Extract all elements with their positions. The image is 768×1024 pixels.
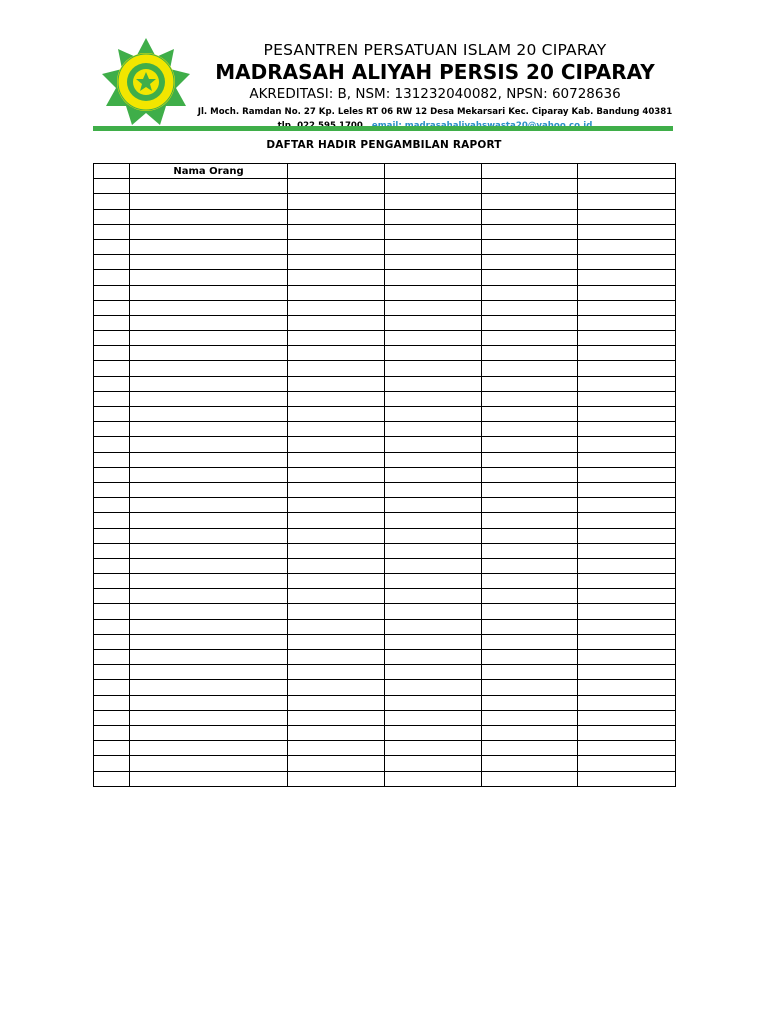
- table-cell: [94, 498, 130, 513]
- table-cell: [288, 543, 385, 558]
- table-cell: [578, 346, 676, 361]
- table-row: [94, 285, 676, 300]
- table-cell: [288, 361, 385, 376]
- table-row: [94, 452, 676, 467]
- table-cell: [288, 589, 385, 604]
- table-cell: [482, 331, 578, 346]
- table-row: [94, 604, 676, 619]
- table-cell: [94, 209, 130, 224]
- table-cell: [94, 482, 130, 497]
- table-cell: [288, 467, 385, 482]
- table-cell: [288, 391, 385, 406]
- table-cell: [288, 255, 385, 270]
- table-row: [94, 255, 676, 270]
- table-cell: [385, 680, 482, 695]
- table-cell: [385, 741, 482, 756]
- table-cell: [130, 179, 288, 194]
- table-cell: [130, 528, 288, 543]
- table-cell: [130, 665, 288, 680]
- table-row: [94, 300, 676, 315]
- table-cell: [385, 756, 482, 771]
- table-row: [94, 574, 676, 589]
- accreditation-info: AKREDITASI: B, NSM: 131232040082, NPSN: 60728636: [249, 86, 621, 102]
- table-cell: [130, 239, 288, 254]
- table-row: [94, 179, 676, 194]
- table-cell: [288, 437, 385, 452]
- table-cell: [94, 771, 130, 786]
- table-cell: [578, 741, 676, 756]
- table-cell: [385, 604, 482, 619]
- table-cell: [94, 179, 130, 194]
- table-cell: [94, 528, 130, 543]
- table-cell: [385, 452, 482, 467]
- table-cell: [385, 695, 482, 710]
- table-cell: [288, 771, 385, 786]
- table-cell: [385, 634, 482, 649]
- table-cell: [130, 270, 288, 285]
- table-cell: [94, 407, 130, 422]
- table-cell: [578, 513, 676, 528]
- table-cell: [482, 270, 578, 285]
- table-cell: [288, 452, 385, 467]
- table-cell: [385, 498, 482, 513]
- table-cell: [482, 528, 578, 543]
- table-cell: [94, 467, 130, 482]
- header-cell: [482, 164, 578, 179]
- table-cell: [94, 680, 130, 695]
- table-cell: [385, 270, 482, 285]
- table-cell: [482, 255, 578, 270]
- table-cell: [385, 255, 482, 270]
- table-cell: [94, 437, 130, 452]
- table-cell: [130, 574, 288, 589]
- table-cell: [130, 604, 288, 619]
- table-cell: [482, 239, 578, 254]
- table-cell: [385, 437, 482, 452]
- table-cell: [578, 422, 676, 437]
- table-cell: [482, 558, 578, 573]
- table-cell: [130, 422, 288, 437]
- table-cell: [130, 467, 288, 482]
- table-cell: [385, 574, 482, 589]
- table-row: [94, 558, 676, 573]
- table-cell: [288, 725, 385, 740]
- table-cell: [385, 589, 482, 604]
- table-cell: [130, 771, 288, 786]
- table-cell: [94, 513, 130, 528]
- table-cell: [385, 467, 482, 482]
- table-cell: [288, 270, 385, 285]
- table-row: [94, 589, 676, 604]
- table-row: [94, 498, 676, 513]
- table-cell: [130, 224, 288, 239]
- table-cell: [130, 741, 288, 756]
- table-cell: [288, 665, 385, 680]
- table-cell: [578, 574, 676, 589]
- table-cell: [385, 665, 482, 680]
- table-row: [94, 361, 676, 376]
- table-row: [94, 695, 676, 710]
- table-cell: [288, 680, 385, 695]
- table-cell: [130, 361, 288, 376]
- table-row: [94, 725, 676, 740]
- table-cell: [94, 194, 130, 209]
- header-cell-name: Nama Orang: [130, 164, 288, 179]
- table-row: [94, 619, 676, 634]
- table-cell: [130, 300, 288, 315]
- table-cell: [385, 331, 482, 346]
- table-cell: [130, 558, 288, 573]
- table-cell: [94, 285, 130, 300]
- table-cell: [130, 756, 288, 771]
- table-cell: [385, 710, 482, 725]
- table-row: [94, 543, 676, 558]
- table-cell: [482, 634, 578, 649]
- table-cell: [482, 665, 578, 680]
- table-cell: [578, 194, 676, 209]
- table-cell: [578, 209, 676, 224]
- table-cell: [385, 482, 482, 497]
- header-cell: [288, 164, 385, 179]
- table-cell: [385, 619, 482, 634]
- table-cell: [130, 331, 288, 346]
- table-cell: [578, 467, 676, 482]
- table-cell: [578, 179, 676, 194]
- table-cell: [130, 482, 288, 497]
- table-row: [94, 467, 676, 482]
- table-cell: [288, 194, 385, 209]
- table-cell: [288, 710, 385, 725]
- table-cell: [385, 771, 482, 786]
- table-cell: [482, 452, 578, 467]
- table-cell: [130, 407, 288, 422]
- table-cell: [94, 756, 130, 771]
- school-logo-icon: [98, 38, 194, 126]
- table-cell: [578, 498, 676, 513]
- table-cell: [130, 255, 288, 270]
- table-cell: [130, 725, 288, 740]
- table-cell: [288, 619, 385, 634]
- table-cell: [94, 346, 130, 361]
- table-cell: [94, 634, 130, 649]
- table-cell: [578, 391, 676, 406]
- table-cell: [288, 604, 385, 619]
- table-cell: [578, 528, 676, 543]
- table-cell: [385, 407, 482, 422]
- table-cell: [385, 315, 482, 330]
- table-cell: [482, 300, 578, 315]
- table-cell: [288, 209, 385, 224]
- table-cell: [385, 361, 482, 376]
- table-cell: [288, 224, 385, 239]
- table-cell: [94, 665, 130, 680]
- table-cell: [130, 437, 288, 452]
- table-cell: [288, 650, 385, 665]
- table-cell: [385, 285, 482, 300]
- table-cell: [482, 482, 578, 497]
- table-cell: [482, 710, 578, 725]
- table-cell: [94, 391, 130, 406]
- table-cell: [482, 407, 578, 422]
- table-row: [94, 315, 676, 330]
- table-cell: [385, 558, 482, 573]
- table-cell: [130, 619, 288, 634]
- table-cell: [578, 224, 676, 239]
- table-cell: [385, 179, 482, 194]
- table-cell: [482, 543, 578, 558]
- table-row: [94, 513, 676, 528]
- table-cell: [385, 650, 482, 665]
- table-cell: [94, 604, 130, 619]
- table-cell: [482, 574, 578, 589]
- table-cell: [482, 194, 578, 209]
- table-cell: [288, 285, 385, 300]
- table-cell: [130, 209, 288, 224]
- table-row: [94, 634, 676, 649]
- table-cell: [578, 437, 676, 452]
- table-cell: [578, 589, 676, 604]
- table-cell: [482, 741, 578, 756]
- table-cell: [385, 422, 482, 437]
- table-cell: [94, 710, 130, 725]
- table-cell: [130, 498, 288, 513]
- table-cell: [482, 467, 578, 482]
- table-cell: [94, 725, 130, 740]
- table-cell: [288, 346, 385, 361]
- table-cell: [94, 376, 130, 391]
- table-cell: [385, 376, 482, 391]
- table-cell: [385, 194, 482, 209]
- table-cell: [482, 346, 578, 361]
- header-cell: [578, 164, 676, 179]
- table-cell: [385, 513, 482, 528]
- table-row: [94, 665, 676, 680]
- table-cell: [578, 756, 676, 771]
- table-cell: [94, 300, 130, 315]
- table-cell: [385, 528, 482, 543]
- school-name: MADRASAH ALIYAH PERSIS 20 CIPARAY: [215, 60, 655, 84]
- table-cell: [482, 604, 578, 619]
- table-cell: [288, 239, 385, 254]
- table-cell: [385, 543, 482, 558]
- table-cell: [130, 710, 288, 725]
- table-cell: [288, 376, 385, 391]
- table-cell: [94, 650, 130, 665]
- table-cell: [578, 634, 676, 649]
- table-cell: [94, 422, 130, 437]
- table-cell: [94, 239, 130, 254]
- table-cell: [94, 695, 130, 710]
- table-cell: [130, 680, 288, 695]
- pesantren-name: PESANTREN PERSATUAN ISLAM 20 CIPARAY: [263, 41, 607, 59]
- table-row: [94, 239, 676, 254]
- table-cell: [482, 391, 578, 406]
- table-cell: [578, 482, 676, 497]
- school-address: Jl. Moch. Ramdan No. 27 Kp. Leles RT 06 RW 12 Desa Mekarsari Kec. Ciparay Kab. Bandung 40381: [197, 107, 673, 117]
- table-cell: [94, 741, 130, 756]
- header-cell: [385, 164, 482, 179]
- table-cell: [578, 695, 676, 710]
- table-row: [94, 741, 676, 756]
- document-title: DAFTAR HADIR PENGAMBILAN RAPORT: [266, 139, 502, 151]
- table-cell: [578, 255, 676, 270]
- table-row: [94, 771, 676, 786]
- table-cell: [385, 209, 482, 224]
- table-cell: [482, 725, 578, 740]
- table-cell: [288, 300, 385, 315]
- table-row: [94, 331, 676, 346]
- attendance-table: [93, 163, 676, 787]
- table-cell: [482, 771, 578, 786]
- header-divider: [93, 126, 673, 131]
- table-cell: [578, 300, 676, 315]
- table-cell: [578, 376, 676, 391]
- table-row: [94, 482, 676, 497]
- table-cell: [130, 391, 288, 406]
- table-cell: [94, 361, 130, 376]
- table-cell: [288, 513, 385, 528]
- table-cell: [482, 756, 578, 771]
- table-cell: [578, 725, 676, 740]
- table-cell: [385, 239, 482, 254]
- table-cell: [482, 315, 578, 330]
- table-cell: [482, 179, 578, 194]
- table-cell: [288, 331, 385, 346]
- table-cell: [94, 224, 130, 239]
- table-row: [94, 224, 676, 239]
- table-cell: [130, 285, 288, 300]
- table-cell: [578, 361, 676, 376]
- table-cell: [94, 255, 130, 270]
- table-cell: [578, 710, 676, 725]
- table-cell: [288, 315, 385, 330]
- table-cell: [130, 513, 288, 528]
- table-row: [94, 756, 676, 771]
- table-cell: [578, 680, 676, 695]
- table-row: [94, 407, 676, 422]
- table-cell: [578, 619, 676, 634]
- table-cell: [578, 407, 676, 422]
- table-row: [94, 376, 676, 391]
- table-row: [94, 528, 676, 543]
- table-cell: [288, 574, 385, 589]
- table-cell: [482, 650, 578, 665]
- table-row: [94, 270, 676, 285]
- table-cell: [130, 194, 288, 209]
- table-row: [94, 710, 676, 725]
- table-cell: [288, 756, 385, 771]
- table-cell: [288, 528, 385, 543]
- table-cell: [578, 604, 676, 619]
- table-cell: [130, 452, 288, 467]
- table-cell: [94, 331, 130, 346]
- table-cell: [482, 513, 578, 528]
- header-cell: [94, 164, 130, 179]
- table-cell: [288, 695, 385, 710]
- table-cell: [482, 619, 578, 634]
- table-row: [94, 680, 676, 695]
- table-row: [94, 391, 676, 406]
- table-row: [94, 209, 676, 224]
- table-cell: [94, 589, 130, 604]
- table-cell: [94, 574, 130, 589]
- table-cell: [482, 224, 578, 239]
- table-cell: [482, 680, 578, 695]
- table-row: [94, 422, 676, 437]
- table-cell: [578, 543, 676, 558]
- table-cell: [130, 634, 288, 649]
- table-cell: [385, 300, 482, 315]
- table-row: [94, 194, 676, 209]
- table-cell: [578, 285, 676, 300]
- table-cell: [578, 452, 676, 467]
- table-cell: [288, 498, 385, 513]
- table-cell: [288, 482, 385, 497]
- table-row: [94, 650, 676, 665]
- table-cell: [578, 331, 676, 346]
- table-cell: [288, 634, 385, 649]
- table-cell: [288, 741, 385, 756]
- table-cell: [482, 209, 578, 224]
- table-cell: [482, 361, 578, 376]
- table-cell: [130, 315, 288, 330]
- table-cell: [130, 650, 288, 665]
- table-header-row: [94, 164, 676, 179]
- table-cell: [130, 589, 288, 604]
- table-cell: [578, 771, 676, 786]
- table-cell: [94, 452, 130, 467]
- table-cell: [482, 589, 578, 604]
- table-cell: [288, 179, 385, 194]
- table-cell: [482, 695, 578, 710]
- table-cell: [385, 224, 482, 239]
- table-cell: [578, 239, 676, 254]
- table-cell: [578, 665, 676, 680]
- table-cell: [482, 285, 578, 300]
- table-cell: [482, 376, 578, 391]
- table-cell: [482, 437, 578, 452]
- table-cell: [578, 315, 676, 330]
- table-row: [94, 346, 676, 361]
- table-row: [94, 437, 676, 452]
- table-cell: [288, 407, 385, 422]
- table-cell: [578, 650, 676, 665]
- table-cell: [578, 270, 676, 285]
- table-cell: [130, 543, 288, 558]
- table-cell: [130, 376, 288, 391]
- letterhead: [196, 40, 674, 133]
- table-cell: [94, 315, 130, 330]
- table-cell: [130, 695, 288, 710]
- table-cell: [482, 422, 578, 437]
- table-cell: [94, 558, 130, 573]
- table-cell: [130, 346, 288, 361]
- table-cell: [94, 619, 130, 634]
- table-cell: [385, 725, 482, 740]
- table-cell: [94, 270, 130, 285]
- table-cell: [578, 558, 676, 573]
- table-cell: [385, 346, 482, 361]
- table-cell: [385, 391, 482, 406]
- table-cell: [288, 422, 385, 437]
- table-cell: [288, 558, 385, 573]
- table-cell: [94, 543, 130, 558]
- table-cell: [482, 498, 578, 513]
